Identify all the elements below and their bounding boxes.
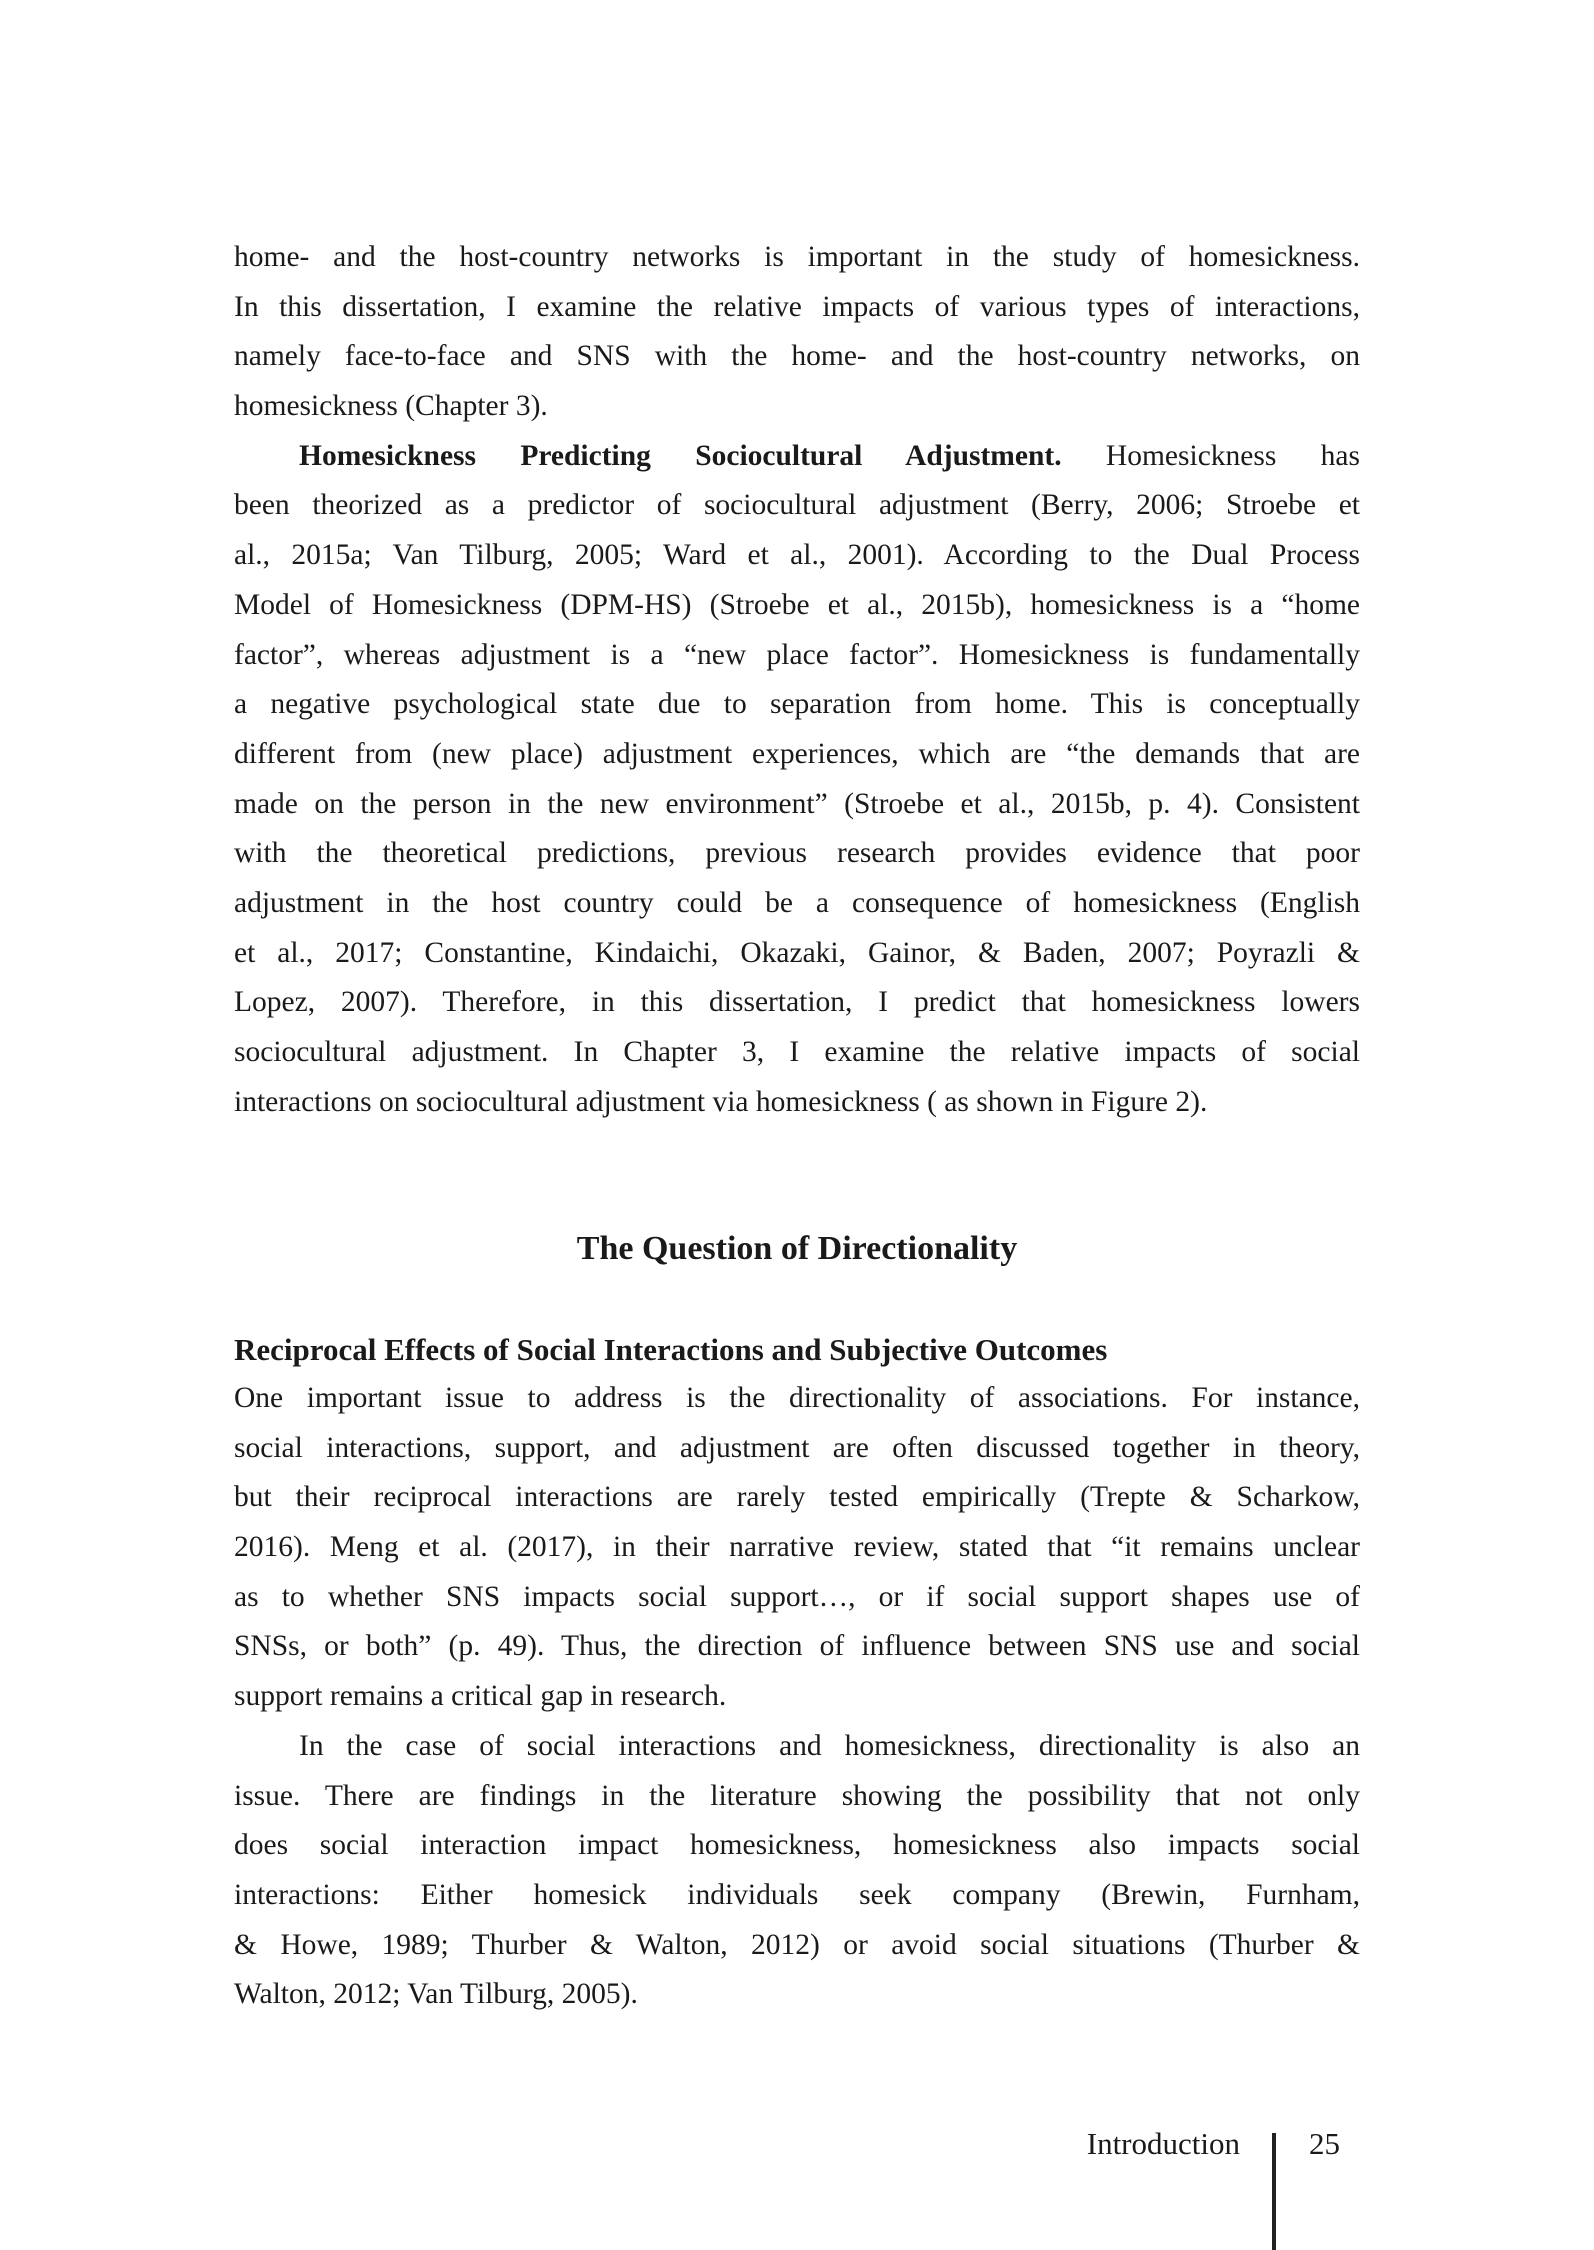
text-line: interactions: Either homesick individuals seek company (Brewin, Furnham, [234,1878,1360,1911]
text-line: support remains a critical gap in research. [234,1680,727,1713]
paragraph [234,1722,1360,2020]
text-line: adjustment in the host country could be a consequence of homesickness (English [234,886,1360,919]
text-line: with the theoretical predictions, previous research provides evidence that poor [234,837,1360,870]
text-line: In this dissertation, I examine the relative impacts of various types of interactions, [234,290,1360,323]
paragraph [234,432,1360,1128]
text-line: does social interaction impact homesickness, homesickness also impacts social [234,1829,1360,1862]
text-line: Model of Homesickness (DPM-HS) (Stroebe et al., 2015b), homesickness is a “home [234,588,1360,621]
text-line: One important issue to address is the directionality of associations. For instance, [234,1382,1360,1414]
text-line: made on the person in the new environment” (Stroebe et al., 2015b, p. 4). Consistent [234,787,1360,820]
text-line: but their reciprocal interactions are rarely tested empirically (Trepte & Scharkow, [234,1481,1360,1514]
paragraph [234,233,1360,432]
text-line: social interactions, support, and adjustment are often discussed together in theory, [234,1431,1360,1464]
page-number: 25 [1309,2126,1340,2161]
text-line: interactions on sociocultural adjustment via homesickness ( as shown in Figure 2). [234,1085,1208,1118]
text-line: homesickness (Chapter 3). [234,390,548,423]
text-line: been theorized as a predictor of sociocultural adjustment (Berry, 2006; Stroebe et [234,489,1360,522]
text-line: different from (new place) adjustment experiences, which are “the demands that are [234,737,1360,770]
text-line: SNSs, or both” (p. 49). Thus, the direction of influence between SNS use and social [234,1630,1360,1663]
text-line: et al., 2017; Constantine, Kindaichi, Okazaki, Gainor, & Baden, 2007; Poyrazli & [234,936,1360,969]
text-line: a negative psychological state due to separation from home. This is conceptually [234,688,1360,721]
subsection-heading: Reciprocal Effects of Social Interactions and Subjective Outcomes [234,1332,1108,1367]
text-line: sociocultural adjustment. In Chapter 3, I examine the relative impacts of social [234,1036,1360,1068]
body-text-top [234,233,1360,1127]
section-heading: The Question of Directionality [576,1230,1018,1267]
text-line: home- and the host-country networks is important in the study of homesickness. [234,241,1360,273]
text-line: factor”, whereas adjustment is a “new place factor”. Homesickness is fundamentally [234,638,1360,671]
run-in-heading: Homesickness Predicting Sociocultural Adjustment. [299,439,1062,472]
text-line: namely face-to-face and SNS with the home- and the host-country networks, on [234,340,1360,373]
text-line: issue. There are findings in the literature showing the possibility that not only [234,1779,1360,1812]
running-footer-section: Introduction [1086,2126,1240,2161]
text-line: 2016). Meng et al. (2017), in their narrative review, stated that “it remains unclear [234,1531,1360,1564]
text-line: & Howe, 1989; Thurber & Walton, 2012) or avoid social situations (Thurber & [234,1928,1360,1961]
paragraph [234,1374,1360,1722]
text-line: al., 2015a; Van Tilburg, 2005; Ward et al., 2001). According to the Dual Process [234,539,1360,572]
text-line: Walton, 2012; Van Tilburg, 2005). [234,1978,638,2011]
body-text-bottom [234,1374,1360,2020]
text-line: as to whether SNS impacts social support…, or if social support shapes use of [234,1580,1360,1613]
footer-divider [1272,2133,1276,2250]
text-line [234,432,1360,482]
text-line: In the case of social interactions and homesickness, directionality is also an [299,1729,1360,1762]
line-text: Homesickness has [1061,439,1360,472]
text-line: Lopez, 2007). Therefore, in this dissertation, I predict that homesickness lowers [234,986,1360,1019]
